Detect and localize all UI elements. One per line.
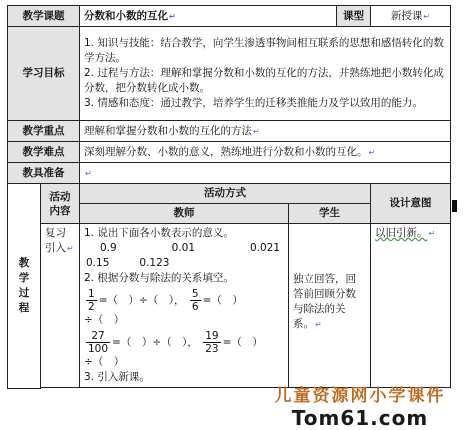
process-char: 过 xyxy=(18,286,30,299)
student-text: 独立回答，回答前回顾分数与除法的关系。 xyxy=(293,273,356,330)
return-mark-icon: ↵ xyxy=(253,126,260,136)
return-mark-icon: ↵ xyxy=(67,244,74,253)
difficulty-label: 教学难点 xyxy=(8,142,80,163)
decimal-value: 0.9 xyxy=(100,242,117,254)
activity-mode-header: 活动方式 xyxy=(80,184,371,204)
return-mark-icon: ↵ xyxy=(315,320,322,329)
process-char: 学 xyxy=(18,271,30,284)
teacher-cell xyxy=(80,224,289,388)
decimal-value: 0.123 xyxy=(139,257,170,269)
lesson-plan-table xyxy=(7,5,451,389)
process-char: 教 xyxy=(18,256,30,269)
return-mark-icon: ↵ xyxy=(169,11,176,21)
goal-item-2: 2. 过程与方法：理解和掌握分数和小数的互化的方法，并熟练地把小数转化成分数，把分数转化成小数。 xyxy=(84,67,444,94)
process-char: 程 xyxy=(18,301,30,314)
decimal-value: 0.01 xyxy=(171,242,196,254)
preparation-label: 教具准备 xyxy=(8,163,80,184)
fraction-line-2: $\frac{27}{100}$ =（ ）÷（ ）， $\frac{19}{23}$ =（ ） xyxy=(88,330,263,355)
key-point-label: 教学重点 xyxy=(8,121,80,142)
design-intent-header: 设计意图 xyxy=(371,184,451,224)
process-label xyxy=(8,184,41,389)
difficulty-value: 深刻理解分数、小数的意义，熟练地进行分数和小数的互化。↵ xyxy=(80,142,451,163)
watermark-bottom: Tom61.com xyxy=(291,406,429,430)
fraction: $\frac{5}{6}$ xyxy=(191,288,199,313)
return-mark-icon: ↵ xyxy=(423,11,431,21)
teacher-header: 教师 xyxy=(80,204,289,224)
teacher-q2: 2. 根据分数与除法的关系填空。 xyxy=(84,272,234,284)
student-cell xyxy=(289,224,371,388)
design-text: 以旧引新。 xyxy=(375,227,428,239)
teacher-q3: 3. 引入新课。 xyxy=(84,371,150,383)
key-point-value: 理解和掌握分数和小数的互化的方法↵ xyxy=(80,121,451,142)
watermark xyxy=(260,381,460,430)
decimals-row-2 xyxy=(84,256,284,271)
fraction: $\frac{19}{23}$ xyxy=(205,330,219,355)
fraction-tail-2: ÷（ ） xyxy=(84,356,125,368)
decimal-value: 0.021 xyxy=(249,242,280,254)
fraction-tail-1: ÷（ ） xyxy=(84,314,125,326)
decimals-row-1 xyxy=(84,241,284,256)
activity-content-text: 复习引入 xyxy=(45,227,66,254)
preparation-value xyxy=(80,163,451,184)
lesson-type-label: 课型 xyxy=(337,6,371,27)
goals-label: 学习目标 xyxy=(8,27,80,121)
return-mark-icon: ↵ xyxy=(428,229,436,238)
activity-content-header: 活动内容 xyxy=(41,184,80,224)
student-header: 学生 xyxy=(289,204,371,224)
goals-content xyxy=(80,27,451,121)
goal-item-1: 1. 知识与技能：结合教学，向学生渗透事物间相互联系的思想和感悟转化的数学方法。 xyxy=(84,37,444,64)
fraction: $\frac{1}{2}$ xyxy=(88,288,95,313)
watermark-top: 儿童资源网小学课件 xyxy=(274,386,446,406)
text-cursor-mark xyxy=(452,200,457,212)
lesson-type-value: 新授课↵ xyxy=(371,6,451,27)
fraction-line-1: $\frac{1}{2}$ =（ ）÷（ ）， $\frac{5}{6}$ =（ ） xyxy=(88,288,243,313)
design-cell xyxy=(371,224,451,388)
activity-content-cell xyxy=(41,224,80,388)
fraction: $\frac{27}{100}$ xyxy=(88,330,109,355)
topic-label: 教学课题 xyxy=(8,6,80,27)
teacher-q1: 1. 说出下面各小数表示的意义。 xyxy=(84,227,234,239)
goal-item-3: 3. 情感和态度：通过教学，培养学生的迁移类推能力及学以致用的能力。 xyxy=(84,97,423,109)
topic-value: 分数和小数的互化↵ xyxy=(80,6,337,27)
return-mark-icon: ↵ xyxy=(85,168,92,178)
decimal-value: 0.15 xyxy=(86,257,110,269)
return-mark-icon: ↵ xyxy=(368,147,376,157)
